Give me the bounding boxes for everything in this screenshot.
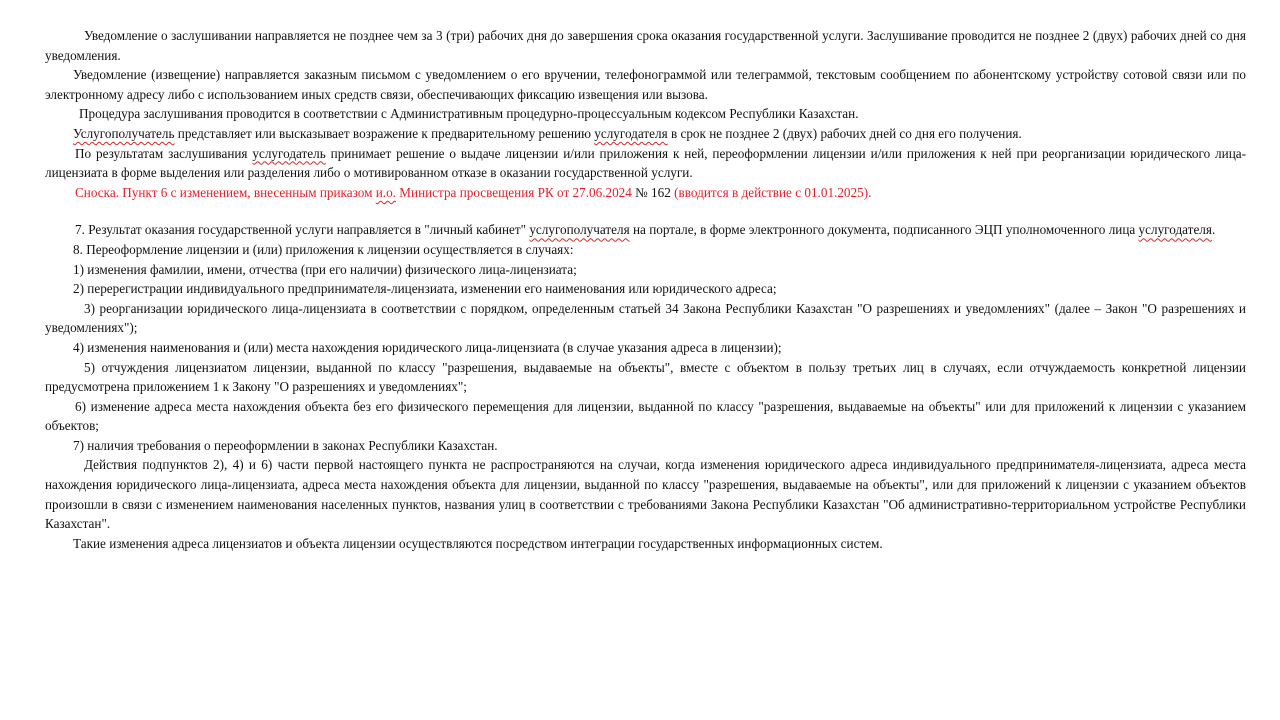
list-item-4: 4) изменения наименования и (или) места нахождения юридического лица-лицензиата (в случае указания адреса в лицензии); [73,339,782,355]
paragraph-integration: Такие изменения адреса лицензиатов и объекта лицензии осуществляются посредством интеграции государственных информационных систем. [73,535,883,551]
spellcheck-word: услугодателя [1138,222,1212,238]
spellcheck-word: и.о. [375,184,396,200]
paragraph-objection [45,124,1246,144]
list-item-2: 2) перерегистрации индивидуального предпринимателя-лицензиата, изменении его наименования или юридического адреса; [73,281,777,297]
footnote-text: Сноска. Пункт 6 с изменением, внесенным приказом [75,184,376,200]
paragraph-text: принимает решение о выдаче лицензии и/или приложения к ней, переоформлении лицензии и/или приложения к ней при реорганизации юридического лица-лицензиата в форме выделения или разделения либо о мотивированном отказе в оказании государственной услуги. [45,145,1246,181]
footnote-text: Министра просвещения РК от 27.06.2024 [395,184,636,200]
spellcheck-word: Услугополучатель [73,125,175,141]
paragraph-text: в срок не позднее 2 (двух) рабочих дней со дня его получения. [667,125,1022,141]
paragraph-text: представляет или высказывает возражение к предварительному решению [174,125,595,141]
paragraph-text: на портале, в форме электронного документа, подписанного ЭЦП уполномоченного лица [629,222,1139,238]
paragraph-exceptions: Действия подпунктов 2), 4) и 6) части первой настоящего пункта не распространяются на случаи, когда изменения юридического адреса индивидуального предпринимателя-лицензиата, адреса места нахождения юридического лица-лицензиата, адреса места нахождения объекта для лицензии, выданной по классу "разрешения, выдаваемые на объекты", или для приложений к лицензии с указанием объектов произошли в связи с изменением наименования населенных пунктов, названия улиц в соответствии с требованиями Закона Республики Казахстан "Об административно-территориальном устройстве Республики Казахстан". [45,457,1246,532]
paragraph-hearing-result [45,144,1246,183]
paragraph-item-8: 8. Переоформление лицензии и (или) приложения к лицензии осуществляется в случаях: [73,241,574,257]
list-item-7: 7) наличия требования о переоформлении в законах Республики Казахстан. [73,437,498,453]
paragraph-gap [45,202,1246,220]
spellcheck-word: услугодатель [252,145,326,161]
footnote-amendment [45,183,1246,203]
document-body [45,26,1246,553]
paragraph-notice-methods: Уведомление (извещение) направляется заказным письмом с уведомлением о его вручении, телефонограммой или телеграммой, текстовым сообщением по абонентскому устройству сотовой связи или по электронному адресу либо с использованием иных средств связи, обеспечивающих фиксацию извещения или вызова. [45,67,1246,102]
paragraph-item-7 [45,220,1246,240]
spellcheck-word: услугополучателя [529,222,630,238]
footnote-text: (вводится в действие с 01.01.2025). [670,184,872,200]
paragraph-notice-hearing: Уведомление о заслушивании направляется не позднее чем за 3 (три) рабочих дня до завершения срока оказания государственной услуги. Заслушивание проводится не позднее 2 (двух) рабочих дней со дня уведомления. [45,28,1246,63]
paragraph-hearing-procedure: Процедура заслушивания проводится в соответствии с Административным процедурно-процессуальным кодексом Республики Казахстан. [79,106,859,122]
paragraph-text: . [1211,222,1216,238]
list-item-3: 3) реорганизации юридического лица-лицензиата в соответствии с порядком, определенным статьей 34 Закона Республики Казахстан "О разрешениях и уведомлениях" (далее – Закон "О разрешениях и уведомлениях"); [45,300,1246,336]
paragraph-text: 7. Результат оказания государственной услуги направляется в "личный кабинет" [75,222,530,238]
list-item-1: 1) изменения фамилии, имени, отчества (при его наличии) физического лица-лицензиата; [73,261,577,277]
order-number: № 162 [635,184,671,200]
list-item-6: 6) изменение адреса места нахождения объекта без его физического перемещения для лицензии, выданной по классу "разрешения, выдаваемые на объекты" или для приложений к лицензии с указанием объектов; [45,398,1246,434]
spellcheck-word: услугодателя [594,125,668,141]
paragraph-text: По результатам заслушивания [75,145,253,161]
list-item-5: 5) отчуждения лицензиатом лицензии, выданной по классу "разрешения, выдаваемые на объекты", вместе с объектом в пользу третьих лиц в случаях, если отчуждаемость конкретной лицензии предусмотрена приложением 1 к Закону "О разрешениях и уведомлениях"; [45,359,1246,395]
